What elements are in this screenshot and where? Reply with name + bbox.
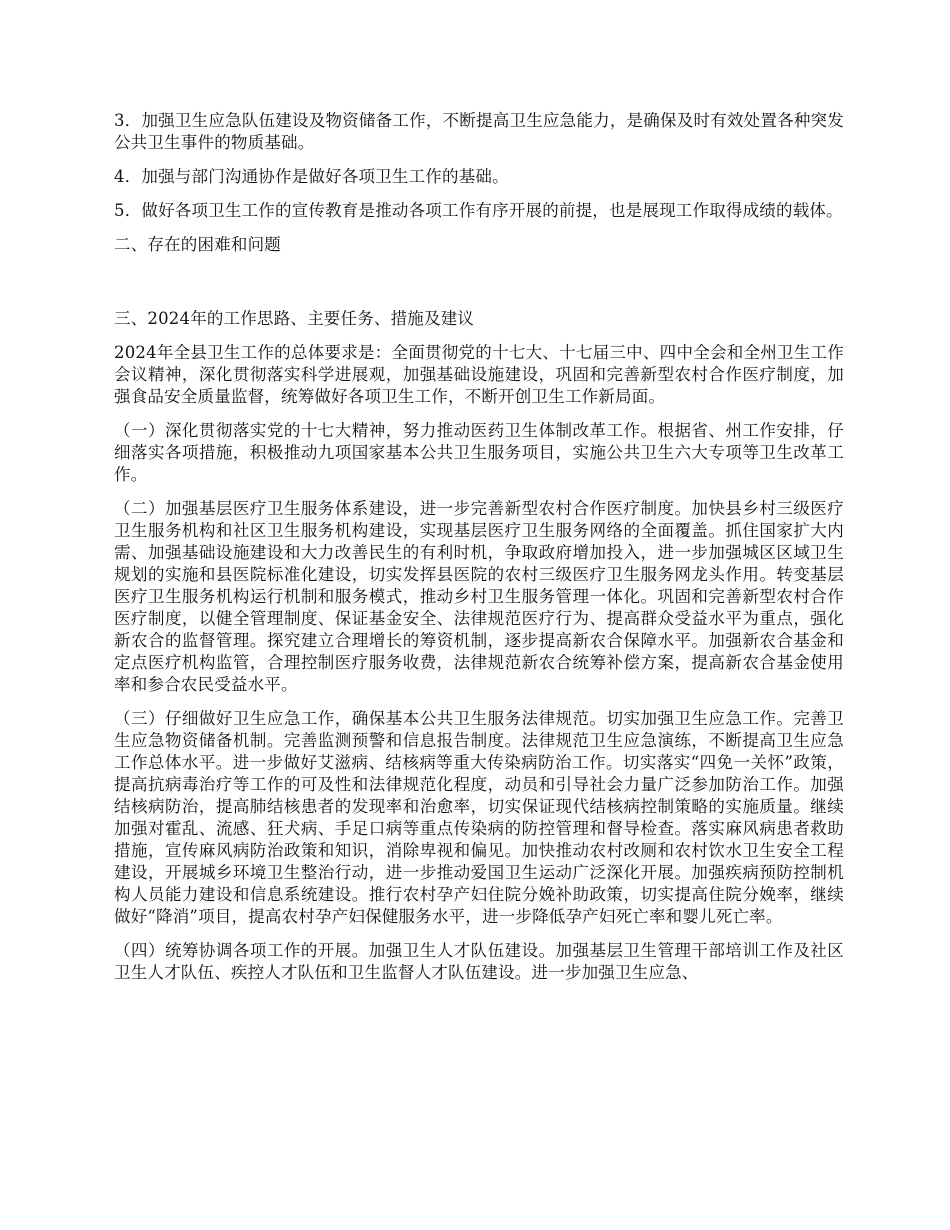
paragraph-subsection-2: （二）加强基层医疗卫生服务体系建设，进一步完善新型农村合作医疗制度。加快县乡村三级医疗卫生服务机构和社区卫生服务机构建设，实现基层医疗卫生服务网络的全面覆盖。抓住国家扩大内需、加强基础设施建设和大力改善民生的有利时机，争取政府增加投入，进一步加强城区区域卫生规划的实施和县医院标准化建设，切实发挥县医院的农村三级医疗卫生服务网龙头作用。转变基层医疗卫生服务机构运行机制和服务模式，推动乡村卫生服务管理一体化。巩固和完善新型农村合作医疗制度，以健全管理制度、保证基金安全、法律规范医疗行为、提高群众受益水平为重点，强化新农合的监督管理。探究建立合理增长的筹资机制，逐步提高新农合保障水平。加强新农合基金和定点医疗机构监管，合理控制医疗服务收费，法律规范新农合统筹补偿方案，提高新农合基金使用率和参合农民受益水平。	[114, 499, 844, 694]
paragraph-subsection-3: （三）仔细做好卫生应急工作，确保基本公共卫生服务法律规范。切实加强卫生应急工作。完善卫生应急物资储备机制。完善监测预警和信息报告制度。法律规范卫生应急演练，不断提高卫生应急工作总体水平。进一步做好艾滋病、结核病等重大传染病防治工作。切实落实“四免一关怀”政策，提高抗病毒治疗等工作的可及性和法律规范化程度，动员和引导社会力量广泛参加防治工作。加强结核病防治，提高肺结核患者的发现率和治愈率，切实保证现代结核病控制策略的实施质量。继续加强对霍乱、流感、狂犬病、手足口病等重点传染病的防控管理和督导检查。落实麻风病患者救助措施，宣传麻风病防治政策和知识，消除卑视和偏见。加快推动农村改厕和农村饮水卫生安全工程建设，开展城乡环境卫生整治行动，进一步推动爱国卫生运动广泛深化开展。加强疾病预防控制机构人员能力建设和信息系统建设。推行农村孕产妇住院分娩补助政策，切实提高住院分娩率，继续做好“降消”项目，提高农村孕产妇保健服务水平，进一步降低孕产妇死亡率和婴儿死亡率。	[114, 709, 844, 926]
paragraph-overall-requirements: 2024年全县卫生工作的总体要求是：全面贯彻党的十七大、十七届三中、四中全会和全州卫生工作会议精神，深化贯彻落实科学进展观，加强基础设施建设，巩固和完善新型农村合作医疗制度，加强食品安全质量监督，统筹做好各项卫生工作，不断开创卫生工作新局面。	[114, 343, 844, 406]
document-page	[114, 110, 844, 996]
paragraph-subsection-1: （一）深化贯彻落实党的十七大精神，努力推动医药卫生体制改革工作。根据省、州工作安排，仔细落实各项措施，积极推动九项国家基本公共卫生服务项目，实施公共卫生六大专项等卫生改革工作。	[114, 421, 844, 484]
paragraph-item-3: 3．加强卫生应急队伍建设及物资储备工作，不断提高卫生应急能力，是确保及时有效处置各种突发公共卫生事件的物质基础。	[114, 111, 844, 152]
blank-gap	[114, 268, 844, 308]
section-heading-plan: 三、2024年的工作思路、主要任务、措施及建议	[114, 309, 475, 328]
paragraph-item-4: 4．加强与部门沟通协作是做好各项卫生工作的基础。	[114, 167, 509, 186]
paragraph-subsection-4: （四）统筹协调各项工作的开展。加强卫生人才队伍建设。加强基层卫生管理干部培训工作及社区卫生人才队伍、疾控人才队伍和卫生监督人才队伍建设。进一步加强卫生应急、	[114, 941, 844, 982]
paragraph-item-5: 5．做好各项卫生工作的宣传教育是推动各项工作有序开展的前提，也是展现工作取得成绩的载体。	[114, 201, 843, 220]
section-heading-problems: 二、存在的困难和问题	[114, 235, 281, 254]
